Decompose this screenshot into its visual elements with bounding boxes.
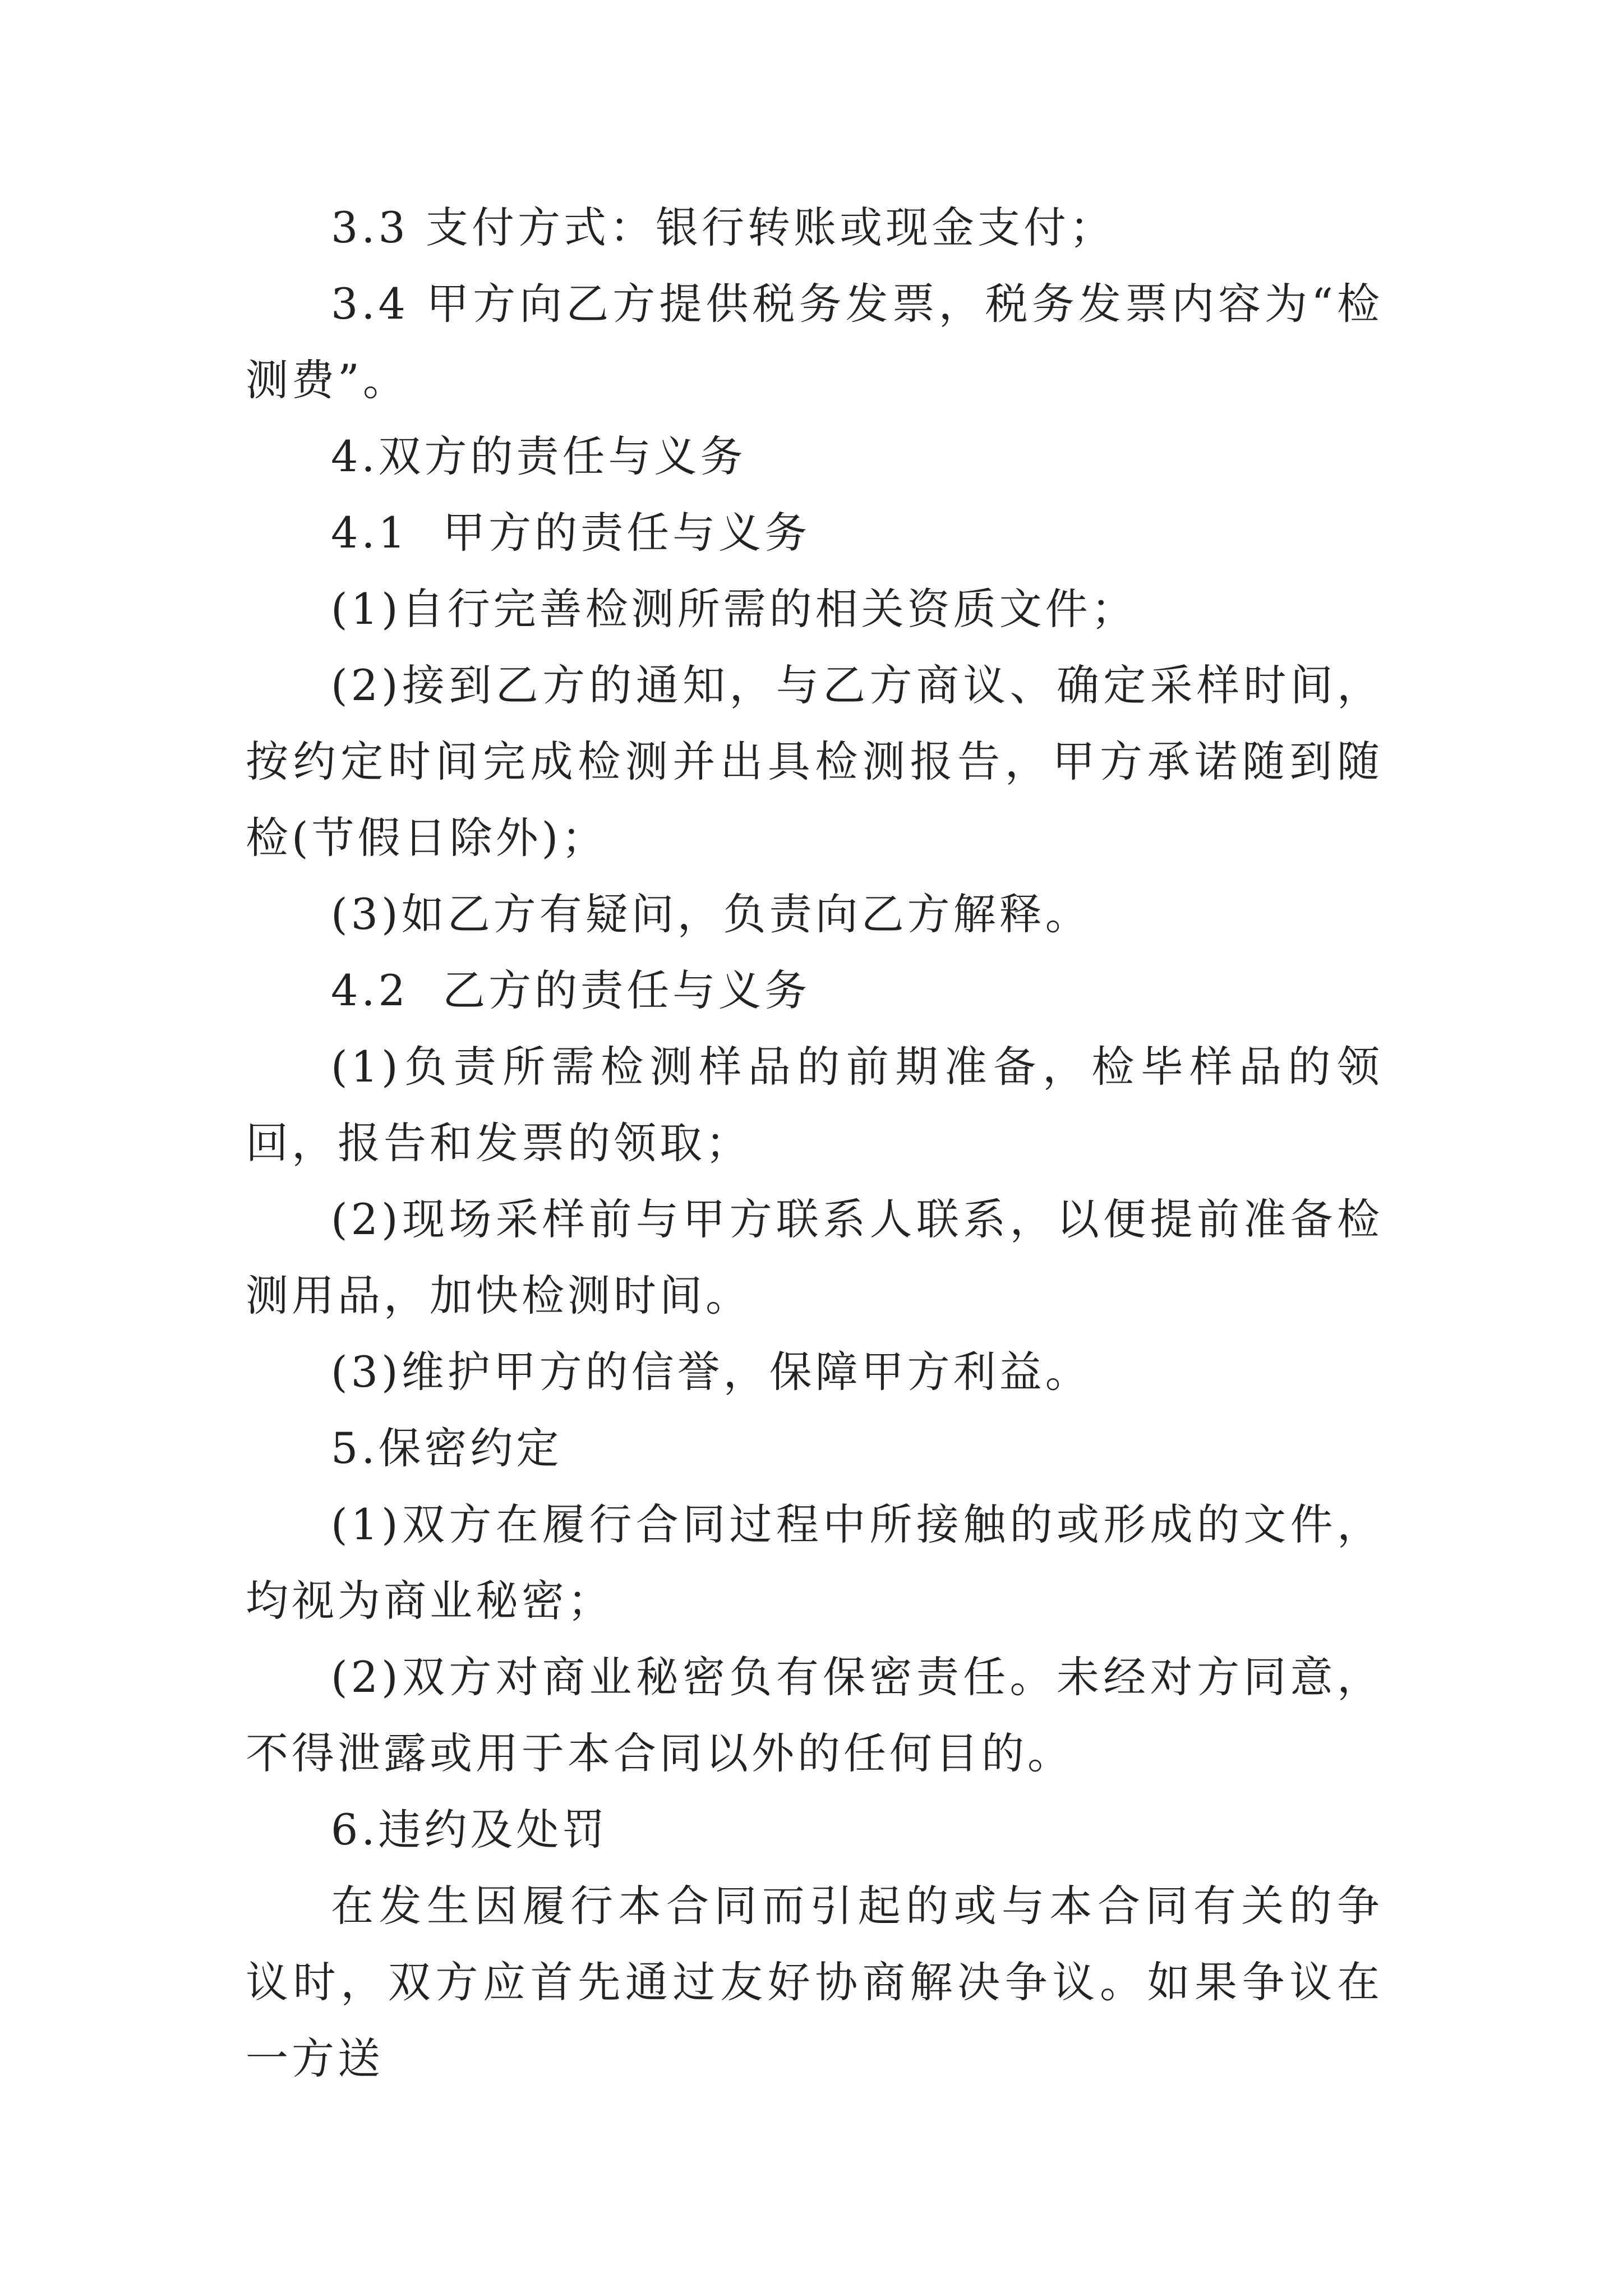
clause-6-body: 在发生因履行本合同而引起的或与本合同有关的争议时，双方应首先通过友好协商解决争议。如果争议在一方送 bbox=[246, 1881, 1383, 2083]
document-body bbox=[246, 190, 1383, 2097]
section-4-heading: 4.双方的责任与义务 bbox=[331, 431, 746, 481]
section-4-1-heading: 4.1 甲方的责任与义务 bbox=[331, 508, 811, 558]
clause-4-1-item-3: (3)如乙方有疑问，负责向乙方解释。 bbox=[331, 889, 1091, 939]
clause-4-2-item-3: (3)维护甲方的信誉，保障甲方利益。 bbox=[331, 1347, 1091, 1397]
clause-3-3-payment-method: 3.3 支付方式：银行转账或现金支付； bbox=[331, 203, 1116, 252]
clause-4-2-item-2: (2)现场采样前与甲方联系人联系，以便提前准备检测用品，加快检测时间。 bbox=[246, 1194, 1383, 1320]
section-6-heading: 6.违约及处罚 bbox=[331, 1805, 608, 1855]
clause-5-item-1: (1)双方在履行合同过程中所接触的或形成的文件，均视为商业秘密； bbox=[246, 1499, 1383, 1626]
clause-4-2-item-1: (1)负责所需检测样品的前期准备，检毕样品的领回，报告和发票的领取； bbox=[246, 1042, 1383, 1168]
clause-3-4-invoice: 3.4 甲方向乙方提供税务发票，税务发票内容为“检测费”。 bbox=[246, 279, 1383, 405]
section-4-2-heading: 4.2 乙方的责任与义务 bbox=[331, 965, 811, 1015]
clause-4-1-item-1: (1)自行完善检测所需的相关资质文件； bbox=[331, 584, 1137, 634]
section-5-heading: 5.保密约定 bbox=[331, 1423, 562, 1473]
clause-5-item-2: (2)双方对商业秘密负有保密责任。未经对方同意，不得泄露或用于本合同以外的任何目的。 bbox=[246, 1652, 1383, 1778]
clause-4-1-item-2: (2)接到乙方的通知，与乙方商议、确定采样时间，按约定时间完成检测并出具检测报告，甲方承诺随到随检(节假日除外)； bbox=[246, 660, 1383, 863]
